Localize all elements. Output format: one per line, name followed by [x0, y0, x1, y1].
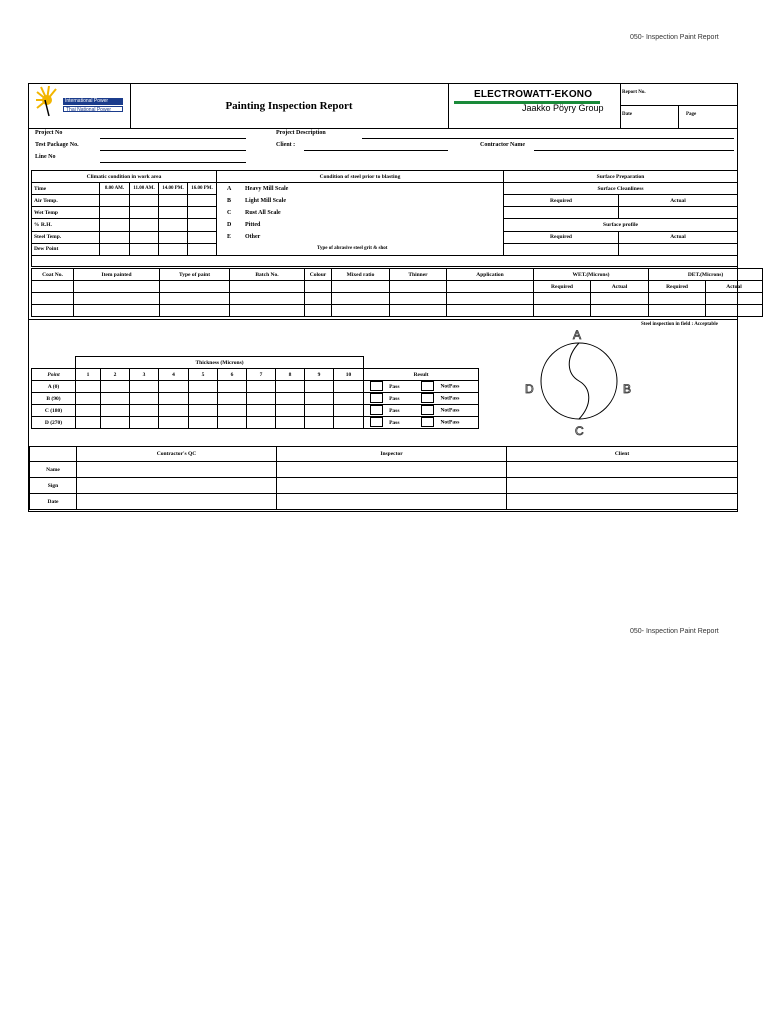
steel-temp-label: Steel Temp.	[32, 231, 100, 243]
thickness-table	[31, 356, 479, 429]
condition-code-c: C	[227, 210, 232, 216]
wet-temp-label: Wet Temp	[32, 207, 100, 219]
profile-required-value[interactable]	[504, 243, 619, 255]
air-temp-label: Air Temp.	[32, 195, 100, 207]
steel-inspection-note: Steel inspection in field : Acceptable	[641, 322, 718, 327]
logo-line2: Thai National Power	[63, 106, 123, 112]
notpass-checkbox[interactable]	[421, 381, 434, 391]
date-label: Date	[622, 112, 632, 117]
dew-point-cell[interactable]	[100, 243, 130, 255]
contractor-name-label: Contractor Name	[480, 142, 526, 148]
condition-heavy-mill-scale[interactable]: Heavy Mill Scale	[245, 186, 289, 192]
client-field[interactable]	[304, 150, 448, 151]
pass-label: Pass	[389, 383, 400, 390]
time-col-4: 16.00 PM.	[188, 183, 217, 195]
page-cell	[678, 105, 737, 128]
climatic-title: Climatic condition in work area	[32, 171, 217, 183]
thickness-col-3: 3	[130, 369, 159, 381]
date-cell	[620, 105, 679, 128]
client-sign-field[interactable]	[507, 478, 738, 494]
contractor-qc-header: Contractor's QC	[77, 447, 277, 462]
table-row	[32, 417, 479, 429]
cleanliness-actual-value[interactable]	[619, 207, 738, 219]
thickness-col-8: 8	[276, 369, 305, 381]
date-row-label: Date	[30, 494, 77, 510]
wet-microns-header: WET.(Microns)	[534, 269, 649, 281]
profile-actual-value[interactable]	[619, 243, 738, 255]
table-row	[32, 393, 479, 405]
table-row[interactable]	[32, 305, 763, 317]
point-d-label: D (270)	[32, 417, 76, 429]
wet-actual-label: Actual	[591, 281, 649, 293]
logo-box	[29, 84, 131, 128]
point-b-label: B (90)	[32, 393, 76, 405]
doc-reference-bottom: 050- Inspection Paint Report	[630, 628, 719, 635]
coats-table	[31, 268, 763, 317]
inspector-date-field[interactable]	[277, 494, 507, 510]
dry-microns-header: DET.(Microns)	[649, 269, 763, 281]
wet-temp-cell[interactable]	[159, 207, 188, 219]
project-description-field[interactable]	[362, 138, 734, 139]
thinner-header: Thinner	[390, 269, 447, 281]
rh-cell[interactable]	[159, 219, 188, 231]
thickness-col-6: 6	[218, 369, 247, 381]
result-b	[364, 393, 479, 405]
result-header: Result	[364, 369, 479, 381]
time-label: Time	[32, 183, 100, 195]
surface-preparation-title: Surface Preparation	[504, 171, 738, 183]
time-col-3: 14.00 PM.	[159, 183, 188, 195]
doc-reference-top: 050- Inspection Paint Report	[630, 34, 719, 41]
dry-actual-label: Actual	[706, 281, 763, 293]
notpass-checkbox[interactable]	[421, 417, 434, 427]
inspector-name-field[interactable]	[277, 462, 507, 478]
thickness-col-7: 7	[247, 369, 276, 381]
surface-cleanliness-label: Surface Cleanliness	[504, 183, 738, 195]
test-package-field[interactable]	[100, 150, 246, 151]
table-row	[32, 405, 479, 417]
steel-temp-cell[interactable]	[188, 231, 217, 243]
sign-row-label: Sign	[30, 478, 77, 494]
condition-code-d: D	[227, 222, 232, 228]
steel-condition-cell	[217, 183, 504, 256]
divider	[29, 319, 737, 320]
pass-label: Pass	[389, 407, 400, 414]
client-header: Client	[507, 447, 738, 462]
table-row	[32, 381, 479, 393]
coat-no-header: Coat No.	[32, 269, 74, 281]
report-no-cell	[620, 84, 737, 106]
point-header: Point	[32, 369, 76, 381]
diagram-label-d: D	[525, 382, 534, 396]
notpass-label: NotPass	[440, 395, 460, 402]
contractor-name-sign-field[interactable]	[77, 462, 277, 478]
project-no-label: Project No	[35, 130, 63, 136]
result-a	[364, 381, 479, 393]
application-header: Application	[447, 269, 534, 281]
company-box	[448, 84, 621, 128]
condition-code-b: B	[227, 198, 232, 204]
thickness-col-1: 1	[76, 369, 101, 381]
rh-cell[interactable]	[130, 219, 159, 231]
profile-actual-label: Actual	[619, 231, 738, 243]
rh-cell[interactable]	[188, 219, 217, 231]
project-description-label: Project Description	[276, 130, 326, 136]
pipe-orientation-diagram	[537, 336, 627, 426]
result-c	[364, 405, 479, 417]
air-temp-cell[interactable]	[188, 195, 217, 207]
thickness-col-10: 10	[334, 369, 364, 381]
contractor-date-field[interactable]	[77, 494, 277, 510]
table-row[interactable]	[32, 293, 763, 305]
notpass-label: NotPass	[440, 419, 460, 426]
diagram-label-a: A	[573, 328, 582, 342]
line-no-field[interactable]	[100, 162, 246, 163]
notpass-label: NotPass	[440, 407, 460, 414]
notpass-checkbox[interactable]	[421, 393, 434, 403]
item-painted-header: Item painted	[74, 269, 160, 281]
type-of-paint-header: Type of paint	[160, 269, 230, 281]
cleanliness-required-value[interactable]	[504, 207, 619, 219]
pass-checkbox[interactable]	[370, 393, 383, 403]
mixed-ratio-header: Mixed ratio	[332, 269, 390, 281]
pass-label: Pass	[389, 419, 400, 426]
page-label: Page	[686, 112, 697, 117]
point-c-label: C (180)	[32, 405, 76, 417]
steel-temp-cell[interactable]	[159, 231, 188, 243]
wet-required-label: Required	[534, 281, 591, 293]
dew-point-cell[interactable]	[188, 243, 217, 255]
company-subtitle: Jaakko Pöyry Group	[522, 103, 604, 113]
spacer-row	[32, 256, 738, 267]
abrasive-type-label: Type of abrasive steel grit & shot	[317, 246, 388, 251]
conditions-table	[31, 170, 738, 267]
name-row-label: Name	[30, 462, 77, 478]
logo-line1: International Power	[63, 98, 123, 105]
result-d	[364, 417, 479, 429]
time-col-1: 8.00 AM.	[100, 183, 130, 195]
condition-other[interactable]: Other	[245, 234, 261, 240]
report-header	[29, 84, 737, 129]
rh-cell[interactable]	[100, 219, 130, 231]
client-label: Client :	[276, 142, 296, 148]
time-col-2: 11.00 AM.	[130, 183, 159, 195]
dew-point-cell[interactable]	[130, 243, 159, 255]
test-package-label: Test Package No.	[35, 142, 79, 148]
report-no-label: Report No.	[622, 90, 646, 95]
cleanliness-required-label: Required	[504, 195, 619, 207]
colour-header: Colour	[305, 269, 332, 281]
condition-code-e: E	[227, 234, 232, 240]
thickness-col-2: 2	[101, 369, 130, 381]
pass-checkbox[interactable]	[370, 405, 383, 415]
batch-no-header: Batch No.	[230, 269, 305, 281]
line-no-label: Line No	[35, 154, 56, 160]
notpass-label: NotPass	[440, 383, 460, 390]
company-name: ELECTROWATT-EKONO	[474, 89, 593, 100]
client-date-field[interactable]	[507, 494, 738, 510]
dry-required-label: Required	[649, 281, 706, 293]
point-a-label: A (0)	[32, 381, 76, 393]
rh-label: % R.H.	[32, 219, 100, 231]
condition-code-a: A	[227, 186, 232, 192]
condition-pitted[interactable]: Pitted	[245, 222, 261, 228]
client-name-field[interactable]	[507, 462, 738, 478]
pass-checkbox[interactable]	[370, 417, 383, 427]
pass-checkbox[interactable]	[370, 381, 383, 391]
condition-rust-all-scale[interactable]: Rust All Scale	[245, 210, 281, 216]
report-form	[28, 83, 742, 512]
air-temp-cell[interactable]	[159, 195, 188, 207]
project-no-field[interactable]	[100, 138, 246, 139]
wet-temp-cell[interactable]	[130, 207, 159, 219]
signoff-table	[29, 446, 738, 510]
diagram-label-b: B	[623, 382, 632, 396]
contractor-name-field[interactable]	[534, 150, 734, 151]
page-title: Painting Inspection Report	[130, 84, 449, 128]
diagram-label-c: C	[575, 424, 584, 438]
surface-profile-label: Surface profile	[504, 219, 738, 231]
thickness-col-4: 4	[159, 369, 189, 381]
notpass-checkbox[interactable]	[421, 405, 434, 415]
cleanliness-actual-label: Actual	[619, 195, 738, 207]
wet-temp-cell[interactable]	[100, 207, 130, 219]
dew-point-cell[interactable]	[159, 243, 188, 255]
thickness-col-9: 9	[305, 369, 334, 381]
thickness-title: Thickness (Microns)	[76, 357, 364, 369]
steel-temp-cell[interactable]	[100, 231, 130, 243]
pass-label: Pass	[389, 395, 400, 402]
steel-temp-cell[interactable]	[130, 231, 159, 243]
steel-condition-title: Condition of steel prior to blasting	[217, 171, 504, 183]
condition-light-mill-scale[interactable]: Light Mill Scale	[245, 198, 286, 204]
wet-temp-cell[interactable]	[188, 207, 217, 219]
inspector-header: Inspector	[277, 447, 507, 462]
dew-point-label: Dew Point	[32, 243, 100, 255]
air-temp-cell[interactable]	[100, 195, 130, 207]
contractor-sign-field[interactable]	[77, 478, 277, 494]
inspector-sign-field[interactable]	[277, 478, 507, 494]
profile-required-label: Required	[504, 231, 619, 243]
thickness-col-5: 5	[189, 369, 218, 381]
air-temp-cell[interactable]	[130, 195, 159, 207]
